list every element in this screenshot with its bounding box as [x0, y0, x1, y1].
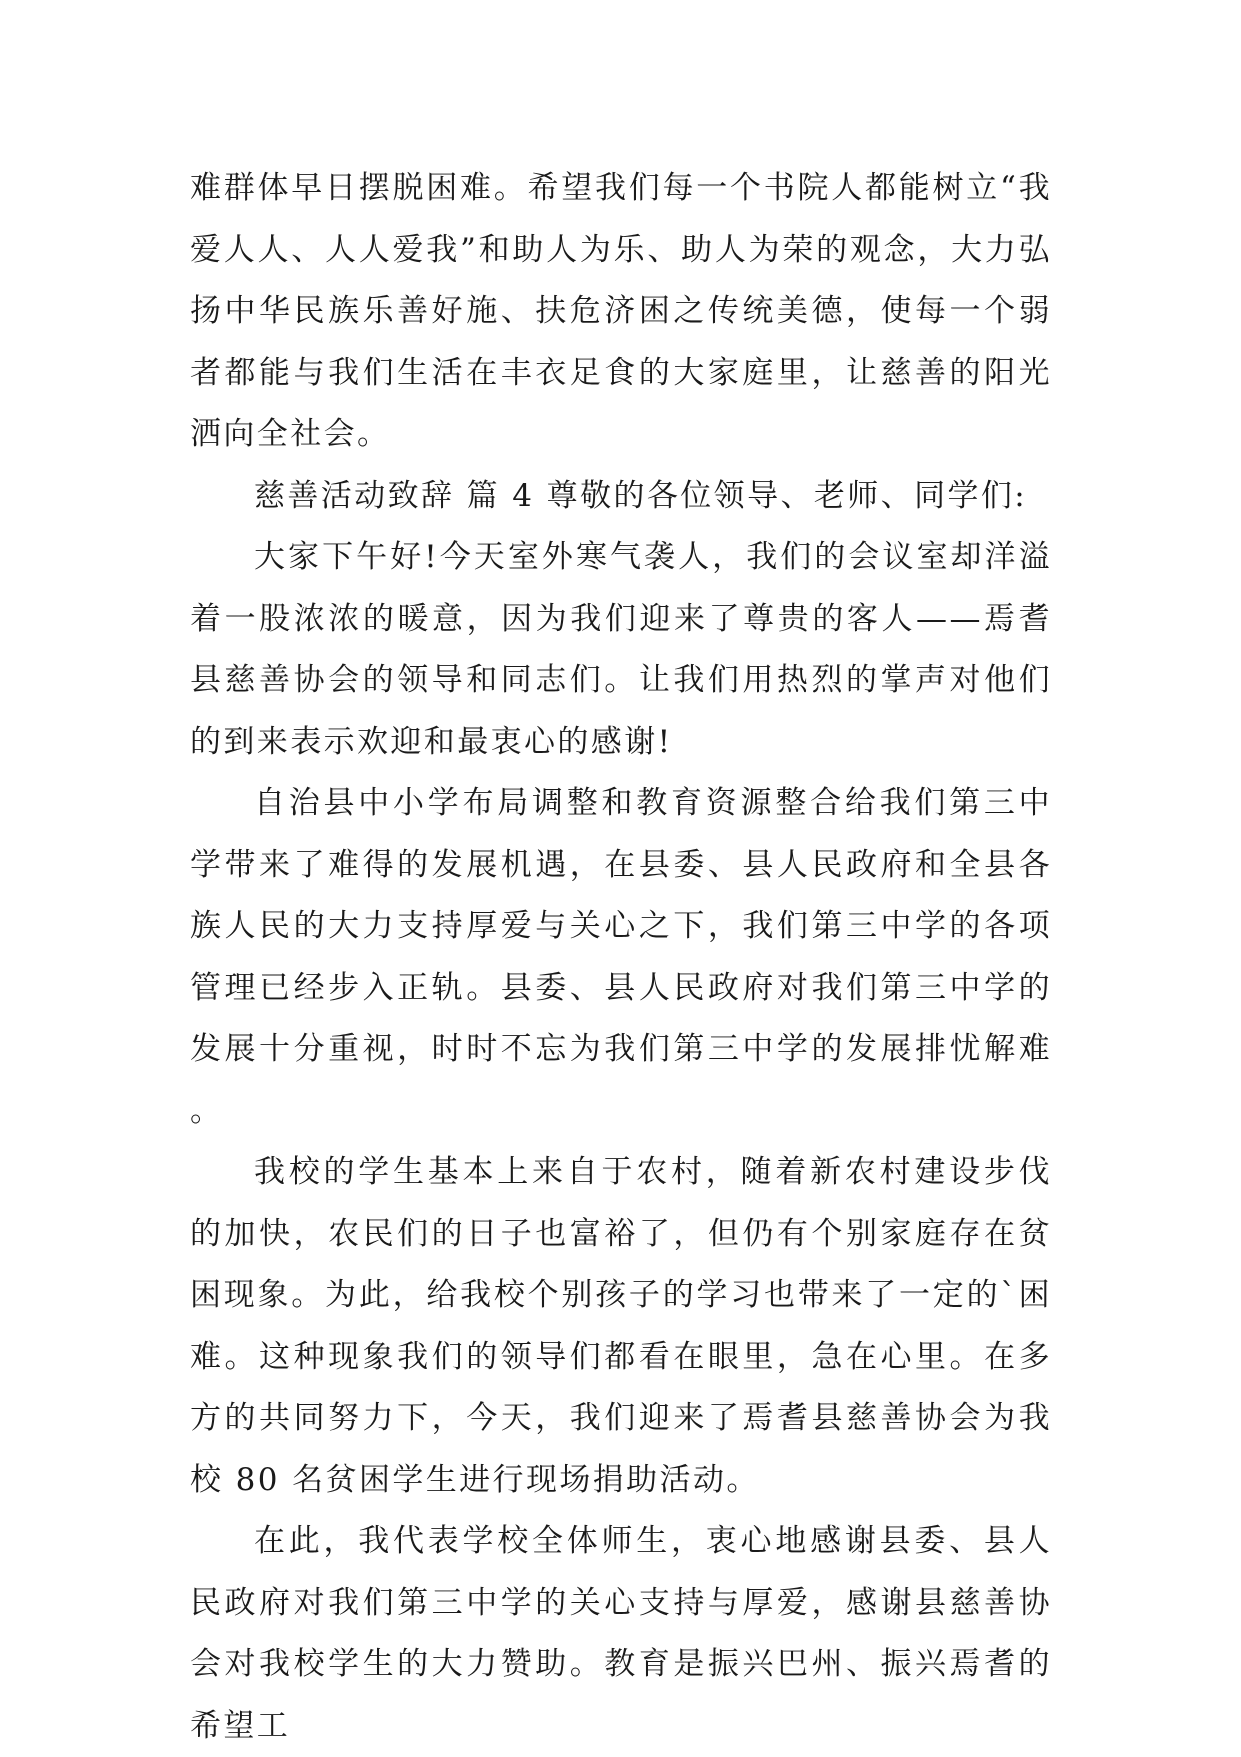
paragraph-students-background: 我校的学生基本上来自于农村，随着新农村建设步伐的加快，农民们的日子也富裕了，但仍有个别家庭存在贫困现象。为此，给我校个别孩子的学习也带来了一定的`困难。这种现象我们的领导们都看在眼里，急在心里。在多方的共同努力下，今天，我们迎来了焉耆县慈善协会为我校 80 名贫困学生进行现场捐助活动。 [190, 1154, 1052, 1498]
paragraph-continued: 难群体早日摆脱困难。希望我们每一个书院人都能树立“我爱人人、人人爱我”和助人为乐、助人为荣的观念，大力弘扬中华民族乐善好施、扶危济困之传统美德，使每一个弱者都能与我们生活在丰衣足食的大家庭里，让慈善的阳光洒向全社会。 [190, 170, 1052, 452]
document-body [190, 158, 1052, 1757]
paragraph-greeting: 大家下午好!今天室外寒气袭人，我们的会议室却洋溢着一股浓浓的暖意，因为我们迎来了尊贵的客人——焉耆县慈善协会的领导和同志们。让我们用热烈的掌声对他们的到来表示欢迎和最衷心的感谢! [190, 539, 1052, 760]
paragraph-school-development: 自治县中小学布局调整和教育资源整合给我们第三中学带来了难得的发展机遇，在县委、县人民政府和全县各族人民的大力支持厚爱与关心之下，我们第三中学的各项管理已经步入正轨。县委、县人民政府对我们第三中学的发展十分重视，时时不忘为我们第三中学的发展排忧解难。 [190, 785, 1052, 1129]
paragraph-thanks: 在此，我代表学校全体师生，衷心地感谢县委、县人民政府对我们第三中学的关心支持与厚爱，感谢县慈善协会对我校学生的大力赞助。教育是振兴巴州、振兴焉耆的希望工 [190, 1523, 1052, 1744]
paragraph-heading-speech-4: 慈善活动致辞 篇 4 尊敬的各位领导、老师、同学们: [254, 477, 1028, 514]
